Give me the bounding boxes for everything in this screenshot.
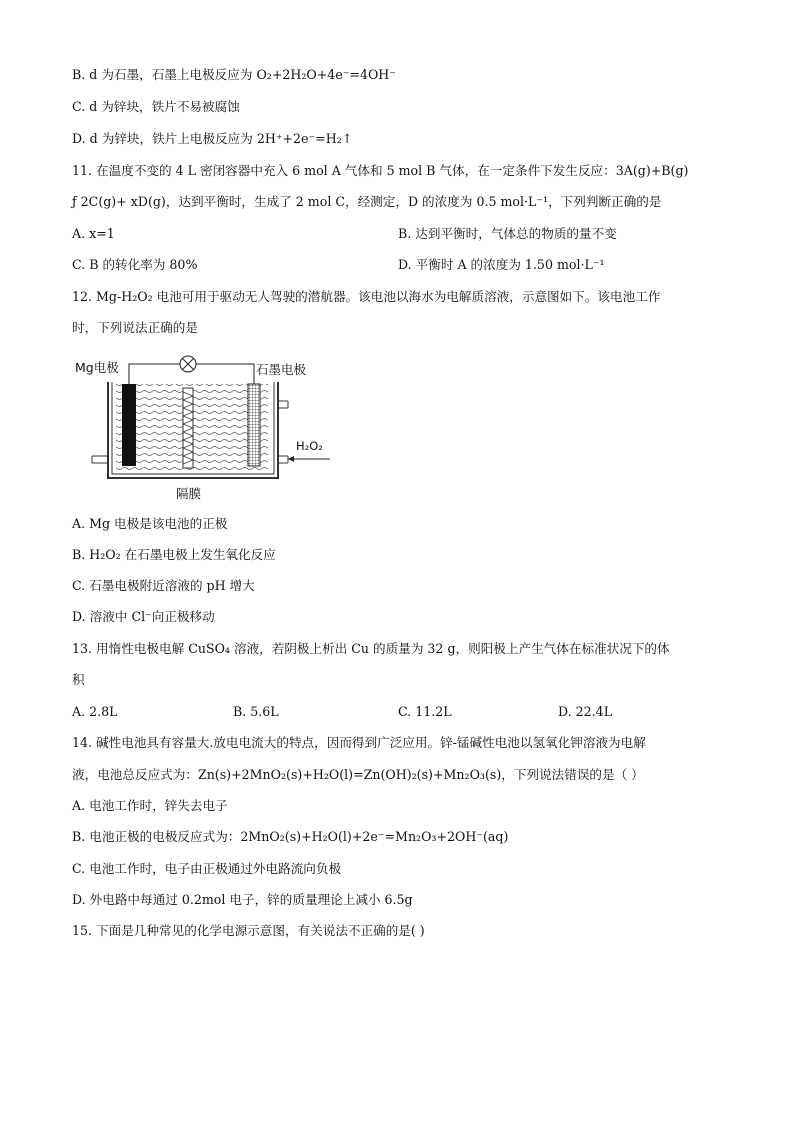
q10-option-d: D. d 为锌块，铁片上电极反应为 2H⁺+2e⁻=H₂↑ xyxy=(72,131,353,146)
q12-option-b: B. H₂O₂ 在石墨电极上发生氧化反应 xyxy=(72,547,276,562)
q13-option-c: C. 11.2L xyxy=(398,704,452,719)
q11-stem-line2: ƒ 2C(g)+ xD(g)，达到平衡时，生成了 2 mol C，经测定，D 的浓度为 0.5 mol·L⁻¹，下列判断正确的是 xyxy=(72,194,662,209)
q14-option-c: C. 电池工作时，电子由正极通过外电路流向负极 xyxy=(72,861,342,876)
q12-option-a: A. Mg 电极是该电池的正极 xyxy=(72,516,228,531)
graphite-electrode xyxy=(248,384,260,466)
q11-option-d: D. 平衡时 A 的浓度为 1.50 mol·L⁻¹ xyxy=(398,257,605,272)
q13-option-a: A. 2.8L xyxy=(72,704,118,719)
q12-stem-line2: 时，下列说法正确的是 xyxy=(72,320,198,335)
q12-option-d: D. 溶液中 Cl⁻向正极移动 xyxy=(72,609,215,624)
mg-electrode-label: Mg电极 xyxy=(75,360,119,375)
q14-option-a: A. 电池工作时，锌失去电子 xyxy=(72,798,228,813)
q11-option-c: C. B 的转化率为 80% xyxy=(72,257,198,272)
q13-option-d: D. 22.4L xyxy=(558,704,613,719)
q13-option-b: B. 5.6L xyxy=(233,704,279,719)
q14-option-d: D. 外电路中每通过 0.2mol 电子，锌的质量理论上减小 6.5g xyxy=(72,892,413,907)
q14-stem-line1: 14. 碱性电池具有容量大.放电电流大的特点，因而得到广泛应用。锌-锰碱性电池以氢氧化钾溶液为电解 xyxy=(72,735,646,750)
mg-electrode xyxy=(122,384,136,466)
graphite-electrode-label: 石墨电极 xyxy=(256,362,307,377)
q15-stem: 15. 下面是几种常见的化学电源示意图，有关说法不正确的是( ) xyxy=(72,923,425,938)
q10-option-c: C. d 为锌块，铁片不易被腐蚀 xyxy=(72,99,240,114)
membrane-label: 隔膜 xyxy=(176,486,202,501)
q11-option-a: A. x=1 xyxy=(72,226,115,241)
h2o2-label: H₂O₂ xyxy=(296,439,323,453)
q12-stem-line1: 12. Mg-H₂O₂ 电池可用于驱动无人驾驶的潜航器。该电池以海水为电解质溶液，示意图如下。该电池工作 xyxy=(72,289,661,304)
q14-option-b: B. 电池正极的电极反应式为：2MnO₂(s)+H₂O(l)+2e⁻=Mn₂O₃+2OH⁻(aq) xyxy=(72,829,509,844)
battery-diagram xyxy=(72,346,372,506)
q12-option-c: C. 石墨电极附近溶液的 pH 增大 xyxy=(72,578,255,593)
q11-stem-line1: 11. 在温度不变的 4 L 密闭容器中充入 6 mol A 气体和 5 mol B 气体，在一定条件下发生反应：3A(g)+B(g) xyxy=(72,163,689,178)
q10-option-b: B. d 为石墨，石墨上电极反应为 O₂+2H₂O+4e⁻=4OH⁻ xyxy=(72,67,396,82)
membrane xyxy=(183,388,193,468)
q13-stem-line1: 13. 用惰性电极电解 CuSO₄ 溶液，若阴极上析出 Cu 的质量为 32 g，则阳极上产生气体在标准状况下的体 xyxy=(72,641,670,656)
q11-option-b: B. 达到平衡时，气体总的物质的量不变 xyxy=(398,226,617,241)
q14-stem-line2: 液，电池总反应式为：Zn(s)+2MnO₂(s)+H₂O(l)=Zn(OH)₂(s)+Mn₂O₃(s)，下列说法错误的是（ ） xyxy=(72,767,644,782)
q13-stem-line2: 积 xyxy=(72,672,85,687)
